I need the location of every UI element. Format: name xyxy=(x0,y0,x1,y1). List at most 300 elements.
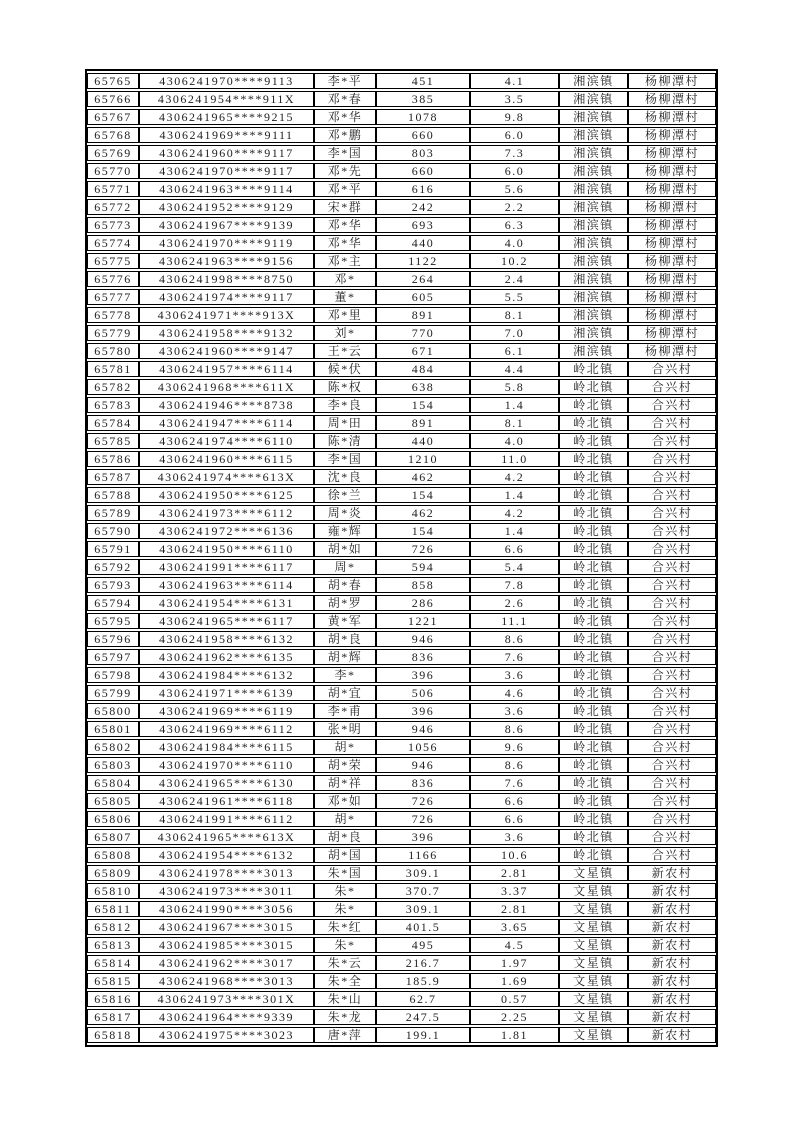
id-number-cell: 4306241958****9132 xyxy=(139,325,314,341)
person-name-cell: 周*田 xyxy=(314,415,376,431)
town-cell: 岭北镇 xyxy=(559,361,628,377)
table-row xyxy=(87,145,716,161)
person-name-cell: 李* xyxy=(314,667,376,683)
village-cell: 新农村 xyxy=(628,919,716,935)
village-cell: 合兴村 xyxy=(628,469,716,485)
id-number-cell: 4306241970****9113 xyxy=(139,73,314,89)
id-number-cell: 4306241968****3013 xyxy=(139,973,314,989)
person-name-cell: 雍*辉 xyxy=(314,523,376,539)
town-cell: 岭北镇 xyxy=(559,415,628,431)
id-number-cell: 4306241960****6115 xyxy=(139,451,314,467)
id-number-cell: 4306241965****613X xyxy=(139,829,314,845)
amount-cell: 370.7 xyxy=(376,883,470,899)
id-number-cell: 4306241971****913X xyxy=(139,307,314,323)
town-cell: 岭北镇 xyxy=(559,703,628,719)
serial-number-cell: 65799 xyxy=(87,685,139,701)
serial-number-cell: 65773 xyxy=(87,217,139,233)
amount-cell: 484 xyxy=(376,361,470,377)
person-name-cell: 朱* xyxy=(314,937,376,953)
village-cell: 合兴村 xyxy=(628,775,716,791)
serial-number-cell: 65781 xyxy=(87,361,139,377)
rate-cell: 4.4 xyxy=(470,361,559,377)
rate-cell: 8.1 xyxy=(470,415,559,431)
records-table-body xyxy=(87,73,716,1043)
table-row xyxy=(87,955,716,971)
person-name-cell: 邓*春 xyxy=(314,91,376,107)
rate-cell: 1.97 xyxy=(470,955,559,971)
town-cell: 岭北镇 xyxy=(559,829,628,845)
serial-number-cell: 65785 xyxy=(87,433,139,449)
village-cell: 杨柳潭村 xyxy=(628,73,716,89)
rate-cell: 8.1 xyxy=(470,307,559,323)
rate-cell: 2.81 xyxy=(470,901,559,917)
town-cell: 岭北镇 xyxy=(559,775,628,791)
serial-number-cell: 65792 xyxy=(87,559,139,575)
rate-cell: 10.6 xyxy=(470,847,559,863)
person-name-cell: 李*国 xyxy=(314,451,376,467)
person-name-cell: 朱*龙 xyxy=(314,1009,376,1025)
table-row xyxy=(87,703,716,719)
id-number-cell: 4306241969****6112 xyxy=(139,721,314,737)
person-name-cell: 胡*罗 xyxy=(314,595,376,611)
village-cell: 杨柳潭村 xyxy=(628,145,716,161)
town-cell: 岭北镇 xyxy=(559,379,628,395)
serial-number-cell: 65791 xyxy=(87,541,139,557)
id-number-cell: 4306241954****6132 xyxy=(139,847,314,863)
person-name-cell: 邓*主 xyxy=(314,253,376,269)
town-cell: 文星镇 xyxy=(559,883,628,899)
person-name-cell: 胡*春 xyxy=(314,577,376,593)
table-row xyxy=(87,271,716,287)
village-cell: 合兴村 xyxy=(628,811,716,827)
amount-cell: 462 xyxy=(376,505,470,521)
serial-number-cell: 65766 xyxy=(87,91,139,107)
table-row xyxy=(87,865,716,881)
person-name-cell: 胡*荣 xyxy=(314,757,376,773)
town-cell: 岭北镇 xyxy=(559,505,628,521)
town-cell: 湘滨镇 xyxy=(559,109,628,125)
serial-number-cell: 65796 xyxy=(87,631,139,647)
id-number-cell: 4306241962****6135 xyxy=(139,649,314,665)
amount-cell: 396 xyxy=(376,667,470,683)
rate-cell: 5.5 xyxy=(470,289,559,305)
town-cell: 文星镇 xyxy=(559,973,628,989)
serial-number-cell: 65784 xyxy=(87,415,139,431)
village-cell: 合兴村 xyxy=(628,577,716,593)
amount-cell: 62.7 xyxy=(376,991,470,1007)
village-cell: 合兴村 xyxy=(628,559,716,575)
rate-cell: 8.6 xyxy=(470,631,559,647)
village-cell: 新农村 xyxy=(628,955,716,971)
rate-cell: 1.4 xyxy=(470,487,559,503)
village-cell: 合兴村 xyxy=(628,397,716,413)
town-cell: 岭北镇 xyxy=(559,667,628,683)
amount-cell: 242 xyxy=(376,199,470,215)
table-row xyxy=(87,883,716,899)
id-number-cell: 4306241972****6136 xyxy=(139,523,314,539)
village-cell: 合兴村 xyxy=(628,433,716,449)
person-name-cell: 周* xyxy=(314,559,376,575)
town-cell: 文星镇 xyxy=(559,937,628,953)
serial-number-cell: 65806 xyxy=(87,811,139,827)
serial-number-cell: 65794 xyxy=(87,595,139,611)
rate-cell: 3.65 xyxy=(470,919,559,935)
person-name-cell: 朱* xyxy=(314,901,376,917)
person-name-cell: 邓*鹏 xyxy=(314,127,376,143)
person-name-cell: 唐*萍 xyxy=(314,1027,376,1043)
id-number-cell: 4306241957****6114 xyxy=(139,361,314,377)
village-cell: 杨柳潭村 xyxy=(628,163,716,179)
amount-cell: 638 xyxy=(376,379,470,395)
rate-cell: 6.6 xyxy=(470,793,559,809)
id-number-cell: 4306241985****3015 xyxy=(139,937,314,953)
id-number-cell: 4306241965****6117 xyxy=(139,613,314,629)
table-row xyxy=(87,181,716,197)
rate-cell: 6.3 xyxy=(470,217,559,233)
serial-number-cell: 65812 xyxy=(87,919,139,935)
rate-cell: 1.81 xyxy=(470,1027,559,1043)
village-cell: 合兴村 xyxy=(628,505,716,521)
town-cell: 岭北镇 xyxy=(559,469,628,485)
serial-number-cell: 65787 xyxy=(87,469,139,485)
village-cell: 新农村 xyxy=(628,973,716,989)
amount-cell: 605 xyxy=(376,289,470,305)
village-cell: 杨柳潭村 xyxy=(628,235,716,251)
amount-cell: 946 xyxy=(376,631,470,647)
id-number-cell: 4306241960****9117 xyxy=(139,145,314,161)
person-name-cell: 朱*全 xyxy=(314,973,376,989)
town-cell: 湘滨镇 xyxy=(559,271,628,287)
table-row xyxy=(87,667,716,683)
person-name-cell: 胡*如 xyxy=(314,541,376,557)
amount-cell: 154 xyxy=(376,397,470,413)
serial-number-cell: 65772 xyxy=(87,199,139,215)
serial-number-cell: 65779 xyxy=(87,325,139,341)
rate-cell: 1.4 xyxy=(470,523,559,539)
village-cell: 合兴村 xyxy=(628,379,716,395)
id-number-cell: 4306241984****6132 xyxy=(139,667,314,683)
id-number-cell: 4306241984****6115 xyxy=(139,739,314,755)
person-name-cell: 朱*云 xyxy=(314,955,376,971)
serial-number-cell: 65778 xyxy=(87,307,139,323)
town-cell: 岭北镇 xyxy=(559,739,628,755)
amount-cell: 770 xyxy=(376,325,470,341)
person-name-cell: 胡*祥 xyxy=(314,775,376,791)
person-name-cell: 朱* xyxy=(314,883,376,899)
id-number-cell: 4306241962****3017 xyxy=(139,955,314,971)
serial-number-cell: 65790 xyxy=(87,523,139,539)
serial-number-cell: 65765 xyxy=(87,73,139,89)
table-row xyxy=(87,235,716,251)
rate-cell: 4.2 xyxy=(470,505,559,521)
id-number-cell: 4306241947****6114 xyxy=(139,415,314,431)
town-cell: 岭北镇 xyxy=(559,721,628,737)
id-number-cell: 4306241991****6117 xyxy=(139,559,314,575)
amount-cell: 264 xyxy=(376,271,470,287)
serial-number-cell: 65797 xyxy=(87,649,139,665)
village-cell: 合兴村 xyxy=(628,703,716,719)
person-name-cell: 胡* xyxy=(314,739,376,755)
id-number-cell: 4306241973****301X xyxy=(139,991,314,1007)
village-cell: 杨柳潭村 xyxy=(628,91,716,107)
id-number-cell: 4306241963****6114 xyxy=(139,577,314,593)
person-name-cell: 邓*先 xyxy=(314,163,376,179)
table-row xyxy=(87,433,716,449)
serial-number-cell: 65802 xyxy=(87,739,139,755)
amount-cell: 286 xyxy=(376,595,470,611)
table-row xyxy=(87,811,716,827)
id-number-cell: 4306241950****6125 xyxy=(139,487,314,503)
amount-cell: 440 xyxy=(376,235,470,251)
amount-cell: 199.1 xyxy=(376,1027,470,1043)
amount-cell: 946 xyxy=(376,757,470,773)
amount-cell: 1210 xyxy=(376,451,470,467)
village-cell: 杨柳潭村 xyxy=(628,127,716,143)
serial-number-cell: 65774 xyxy=(87,235,139,251)
rate-cell: 4.6 xyxy=(470,685,559,701)
person-name-cell: 胡*宜 xyxy=(314,685,376,701)
village-cell: 新农村 xyxy=(628,865,716,881)
amount-cell: 462 xyxy=(376,469,470,485)
rate-cell: 2.81 xyxy=(470,865,559,881)
table-row xyxy=(87,739,716,755)
amount-cell: 247.5 xyxy=(376,1009,470,1025)
serial-number-cell: 65817 xyxy=(87,1009,139,1025)
id-number-cell: 4306241954****6131 xyxy=(139,595,314,611)
table-row xyxy=(87,919,716,935)
serial-number-cell: 65788 xyxy=(87,487,139,503)
table-row xyxy=(87,685,716,701)
town-cell: 岭北镇 xyxy=(559,595,628,611)
village-cell: 新农村 xyxy=(628,901,716,917)
village-cell: 杨柳潭村 xyxy=(628,343,716,359)
serial-number-cell: 65807 xyxy=(87,829,139,845)
rate-cell: 3.37 xyxy=(470,883,559,899)
rate-cell: 5.4 xyxy=(470,559,559,575)
village-cell: 杨柳潭村 xyxy=(628,181,716,197)
village-cell: 合兴村 xyxy=(628,829,716,845)
table-row xyxy=(87,73,716,89)
rate-cell: 7.3 xyxy=(470,145,559,161)
serial-number-cell: 65768 xyxy=(87,127,139,143)
id-number-cell: 4306241970****9119 xyxy=(139,235,314,251)
serial-number-cell: 65795 xyxy=(87,613,139,629)
table-row xyxy=(87,991,716,1007)
id-number-cell: 4306241952****9129 xyxy=(139,199,314,215)
id-number-cell: 4306241991****6112 xyxy=(139,811,314,827)
rate-cell: 0.57 xyxy=(470,991,559,1007)
table-row xyxy=(87,469,716,485)
table-row xyxy=(87,793,716,809)
village-cell: 合兴村 xyxy=(628,739,716,755)
amount-cell: 836 xyxy=(376,775,470,791)
table-row xyxy=(87,541,716,557)
rate-cell: 4.5 xyxy=(470,937,559,953)
rate-cell: 2.6 xyxy=(470,595,559,611)
serial-number-cell: 65808 xyxy=(87,847,139,863)
table-row xyxy=(87,307,716,323)
person-name-cell: 朱*山 xyxy=(314,991,376,1007)
table-row xyxy=(87,901,716,917)
table-row xyxy=(87,775,716,791)
village-cell: 杨柳潭村 xyxy=(628,109,716,125)
table-row xyxy=(87,361,716,377)
town-cell: 岭北镇 xyxy=(559,649,628,665)
serial-number-cell: 65816 xyxy=(87,991,139,1007)
serial-number-cell: 65814 xyxy=(87,955,139,971)
id-number-cell: 4306241971****6139 xyxy=(139,685,314,701)
amount-cell: 495 xyxy=(376,937,470,953)
rate-cell: 6.6 xyxy=(470,541,559,557)
serial-number-cell: 65777 xyxy=(87,289,139,305)
table-row xyxy=(87,487,716,503)
amount-cell: 891 xyxy=(376,307,470,323)
amount-cell: 1166 xyxy=(376,847,470,863)
village-cell: 杨柳潭村 xyxy=(628,217,716,233)
id-number-cell: 4306241998****8750 xyxy=(139,271,314,287)
amount-cell: 1078 xyxy=(376,109,470,125)
rate-cell: 2.2 xyxy=(470,199,559,215)
id-number-cell: 4306241965****6130 xyxy=(139,775,314,791)
person-name-cell: 周*炎 xyxy=(314,505,376,521)
table-row xyxy=(87,523,716,539)
amount-cell: 594 xyxy=(376,559,470,575)
person-name-cell: 张*明 xyxy=(314,721,376,737)
amount-cell: 396 xyxy=(376,703,470,719)
table-row xyxy=(87,757,716,773)
id-number-cell: 4306241974****6110 xyxy=(139,433,314,449)
village-cell: 合兴村 xyxy=(628,793,716,809)
table-row xyxy=(87,1009,716,1025)
amount-cell: 660 xyxy=(376,127,470,143)
table-row xyxy=(87,91,716,107)
amount-cell: 1056 xyxy=(376,739,470,755)
town-cell: 岭北镇 xyxy=(559,577,628,593)
town-cell: 湘滨镇 xyxy=(559,127,628,143)
village-cell: 新农村 xyxy=(628,937,716,953)
rate-cell: 7.0 xyxy=(470,325,559,341)
id-number-cell: 4306241974****613X xyxy=(139,469,314,485)
id-number-cell: 4306241973****6112 xyxy=(139,505,314,521)
village-cell: 合兴村 xyxy=(628,649,716,665)
rate-cell: 4.1 xyxy=(470,73,559,89)
person-name-cell: 邓*里 xyxy=(314,307,376,323)
village-cell: 合兴村 xyxy=(628,361,716,377)
village-cell: 合兴村 xyxy=(628,631,716,647)
rate-cell: 3.6 xyxy=(470,829,559,845)
serial-number-cell: 65811 xyxy=(87,901,139,917)
id-number-cell: 4306241978****3013 xyxy=(139,865,314,881)
person-name-cell: 李*良 xyxy=(314,397,376,413)
amount-cell: 396 xyxy=(376,829,470,845)
amount-cell: 836 xyxy=(376,649,470,665)
town-cell: 湘滨镇 xyxy=(559,181,628,197)
rate-cell: 6.1 xyxy=(470,343,559,359)
town-cell: 岭北镇 xyxy=(559,631,628,647)
table-row xyxy=(87,253,716,269)
rate-cell: 9.8 xyxy=(470,109,559,125)
village-cell: 合兴村 xyxy=(628,415,716,431)
person-name-cell: 李*平 xyxy=(314,73,376,89)
town-cell: 岭北镇 xyxy=(559,433,628,449)
amount-cell: 858 xyxy=(376,577,470,593)
person-name-cell: 李*甫 xyxy=(314,703,376,719)
amount-cell: 309.1 xyxy=(376,901,470,917)
village-cell: 新农村 xyxy=(628,1009,716,1025)
village-cell: 杨柳潭村 xyxy=(628,271,716,287)
id-number-cell: 4306241963****9114 xyxy=(139,181,314,197)
person-name-cell: 候*伏 xyxy=(314,361,376,377)
id-number-cell: 4306241975****3023 xyxy=(139,1027,314,1043)
village-cell: 合兴村 xyxy=(628,613,716,629)
serial-number-cell: 65789 xyxy=(87,505,139,521)
table-row xyxy=(87,649,716,665)
serial-number-cell: 65793 xyxy=(87,577,139,593)
serial-number-cell: 65809 xyxy=(87,865,139,881)
rate-cell: 3.5 xyxy=(470,91,559,107)
town-cell: 湘滨镇 xyxy=(559,235,628,251)
rate-cell: 2.4 xyxy=(470,271,559,287)
amount-cell: 671 xyxy=(376,343,470,359)
amount-cell: 309.1 xyxy=(376,865,470,881)
table-row xyxy=(87,451,716,467)
amount-cell: 216.7 xyxy=(376,955,470,971)
person-name-cell: 胡* xyxy=(314,811,376,827)
id-number-cell: 4306241990****3056 xyxy=(139,901,314,917)
person-name-cell: 邓*华 xyxy=(314,109,376,125)
table-row xyxy=(87,397,716,413)
town-cell: 湘滨镇 xyxy=(559,307,628,323)
records-table xyxy=(85,69,718,1047)
serial-number-cell: 65813 xyxy=(87,937,139,953)
table-row xyxy=(87,343,716,359)
serial-number-cell: 65780 xyxy=(87,343,139,359)
person-name-cell: 沈*良 xyxy=(314,469,376,485)
town-cell: 文星镇 xyxy=(559,991,628,1007)
serial-number-cell: 65783 xyxy=(87,397,139,413)
amount-cell: 693 xyxy=(376,217,470,233)
town-cell: 文星镇 xyxy=(559,865,628,881)
id-number-cell: 4306241954****911X xyxy=(139,91,314,107)
town-cell: 湘滨镇 xyxy=(559,343,628,359)
id-number-cell: 4306241964****9339 xyxy=(139,1009,314,1025)
town-cell: 湘滨镇 xyxy=(559,163,628,179)
person-name-cell: 李*国 xyxy=(314,145,376,161)
rate-cell: 3.6 xyxy=(470,667,559,683)
person-name-cell: 胡*良 xyxy=(314,829,376,845)
town-cell: 岭北镇 xyxy=(559,451,628,467)
town-cell: 岭北镇 xyxy=(559,541,628,557)
town-cell: 湘滨镇 xyxy=(559,73,628,89)
amount-cell: 946 xyxy=(376,721,470,737)
table-row xyxy=(87,415,716,431)
town-cell: 岭北镇 xyxy=(559,811,628,827)
rate-cell: 1.4 xyxy=(470,397,559,413)
town-cell: 岭北镇 xyxy=(559,523,628,539)
serial-number-cell: 65810 xyxy=(87,883,139,899)
serial-number-cell: 65767 xyxy=(87,109,139,125)
rate-cell: 10.2 xyxy=(470,253,559,269)
amount-cell: 154 xyxy=(376,523,470,539)
town-cell: 文星镇 xyxy=(559,919,628,935)
village-cell: 新农村 xyxy=(628,883,716,899)
id-number-cell: 4306241958****6132 xyxy=(139,631,314,647)
person-name-cell: 邓*华 xyxy=(314,235,376,251)
serial-number-cell: 65805 xyxy=(87,793,139,809)
id-number-cell: 4306241960****9147 xyxy=(139,343,314,359)
rate-cell: 4.0 xyxy=(470,433,559,449)
rate-cell: 4.2 xyxy=(470,469,559,485)
